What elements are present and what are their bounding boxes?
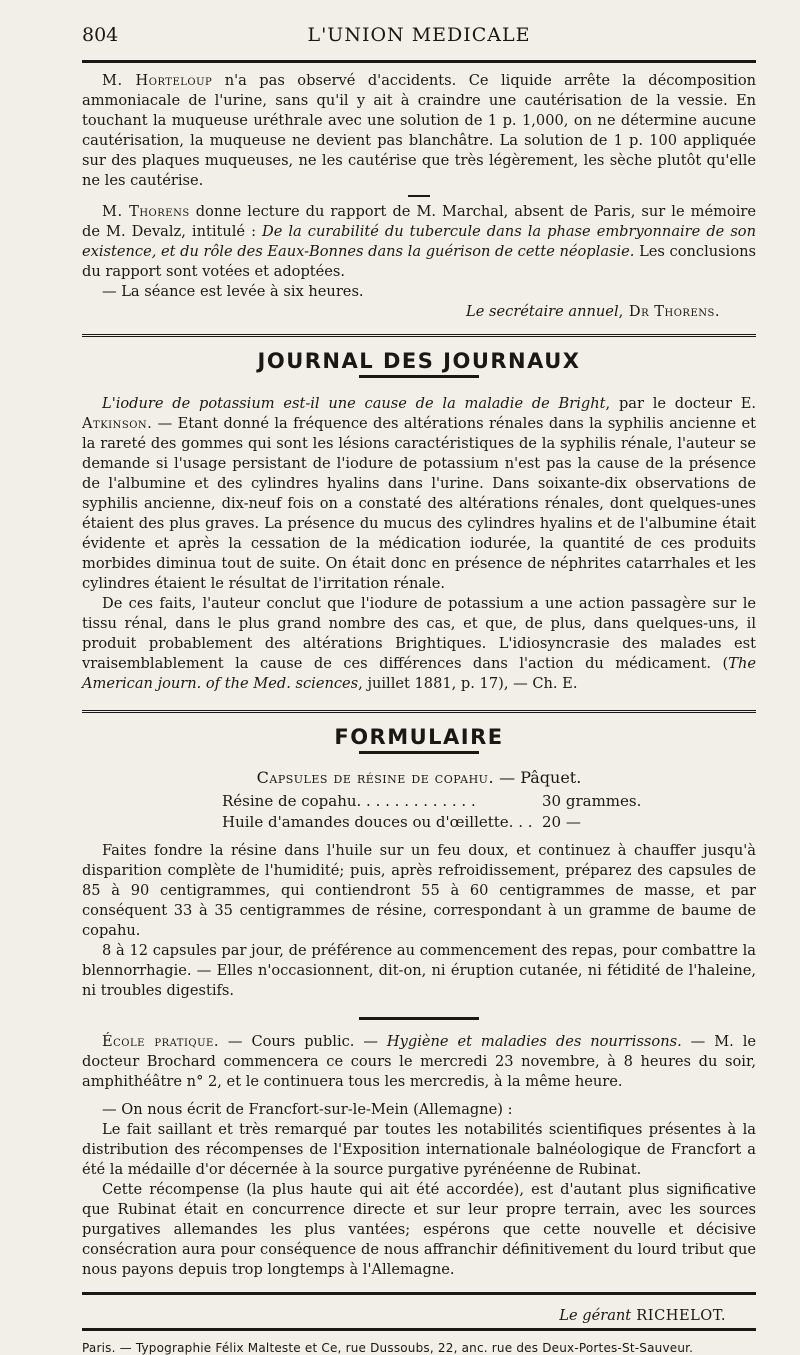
paragraph-text: — Cours public. — (219, 1033, 387, 1050)
section-divider (82, 710, 756, 713)
signature-name: , Dr Thorens. (618, 303, 720, 320)
news-label: École pratique. (102, 1033, 219, 1050)
page-number: 804 (82, 24, 119, 46)
formula-name: Capsules de résine de copahu. (256, 768, 495, 787)
closing-line: — La séance est levée à six heures. (102, 283, 364, 300)
ingredient-row (222, 812, 662, 833)
title-underline (359, 751, 479, 754)
thorens-paragraph (82, 202, 756, 282)
course-title: Hygiène et maladies des nourrissons. (386, 1033, 682, 1050)
printer-imprint: Paris. — Typographie Félix Malteste et Ce, rue Dussoubs, 22, anc. rue des Deux-Portes-St-Sauveur. (82, 1341, 694, 1355)
memoir-title: De la curabilité du tubercule dans la phase embryonnaire de son existence, et du rôle des Eaux-Bonnes dans la guérison de cette néoplasie. (82, 223, 756, 260)
paragraph-text: , juillet 1881, p. 17), — Ch. E. (358, 675, 578, 692)
ingredient-amount: 20 — (542, 813, 581, 831)
paragraph-text: donne lecture du rapport de M. Marchal, absent de Paris, sur le mémoire de M. Devalz, intitulé : (82, 203, 756, 240)
article-source: The American journ. of the Med. sciences (82, 655, 756, 692)
ingredient-amount: 30 grammes. (542, 792, 642, 810)
secretary-signature (82, 302, 756, 322)
frankfurt-paragraph-1: Le fait saillant et très remarqué par toutes les notabilités scientifiques présentes à la distribution des récompenses de l'Exposition internationale balnéologique de Francfort a été la médaille d'or décernée à la source purgative pyrénéenne de Rubinat. (82, 1121, 756, 1178)
signature-role: Le secrétaire annuel (466, 303, 619, 320)
formula-author: — Pâquet. (494, 768, 582, 787)
speaker-name: M. Thorens (102, 203, 190, 220)
gerant-label: Le gérant (559, 1307, 632, 1324)
running-head (82, 0, 756, 60)
gerant-signature (82, 1307, 756, 1324)
news-section (82, 1032, 756, 1280)
ingredient-list (222, 791, 662, 833)
dosage-paragraph: 8 à 12 capsules par jour, de préférence au commencement des repas, pour combattre la blennorrhagie. — Elles n'occasionnent, dit-on, ni éruption cutanée, ni fétidité de l'haleine, ni troubles digestifs. (82, 942, 756, 999)
article-paragraph (82, 394, 756, 594)
journal-title: L'UNION MEDICALE (307, 24, 531, 46)
frankfurt-intro: — On nous écrit de Francfort-sur-le-Mein (Allemagne) : (102, 1101, 513, 1118)
speaker-name: M. Horteloup (102, 72, 213, 89)
gerant-name: RICHELOT. (631, 1307, 726, 1324)
paragraph-text: De ces faits, l'auteur conclut que l'iodure de potassium a une action passagère sur le tissu rénal, dans le plus grand nombre des cas, et que, de plus, dans quelques-uns, il produit probablement des altérations Brightiques. L'idiosyncrasie des malades est vraisemblablement la cause de ces différences dans l'action du médicament. ( (82, 595, 756, 672)
section-divider (82, 334, 756, 337)
footer-rule (82, 1292, 756, 1295)
paragraph-text: , par le docteur E. (605, 395, 756, 412)
paragraph-text: n'a pas observé d'accidents. Ce liquide arrête la décomposition ammoniacale de l'urine, sans qu'il y ait à craindre une cautérisation de la vessie. En touchant la muqueuse uréthrale avec une solution de 1 p. 1,000, on ne détermine aucune cautérisation, la muqueuse ne devient pas blanchâtre. La solution de 1 p. 100 appliquée sur des plaques muqueuses, ne les cautérise que très légèrement, les sèche plutôt qu'elle ne les cautérise. (82, 72, 756, 189)
paragraph-text: — Etant donné la fréquence des altérations rénales dans la syphilis ancienne et la rareté des gommes qui sont les lésions caractéristiques de la syphilis rénale, l'auteur se demande si l'usage persistant de l'iodure de potassium n'est pas la cause de la présence de l'albumine et des cylindres hyalins dans l'urine. Dans soixante-dix observations de syphilis ancienne, dix-neuf fois on a constaté des altérations rénales, dont quelques-unes étaient des plus graves. La présence du mucus des cylindres hyalins et de l'albumine était évidente et après la cessation de la médication iodurée, la quantité de ces produits morbides diminua tout de suite. On était donc en présence de néphrites catarrhales et les cylindres étaient le résultat de l'irritation rénale. (82, 415, 756, 592)
section-title-journal: JOURNAL DES JOURNAUX (257, 349, 581, 373)
footer-rule-bottom (82, 1328, 756, 1331)
news-divider (359, 1017, 479, 1020)
session-report (82, 63, 756, 322)
section-title-formulaire: FORMULAIRE (334, 725, 504, 749)
ingredient-name: Huile d'amandes douces ou d'œillette. . . (222, 813, 533, 831)
ingredient-row (222, 791, 662, 812)
ecole-paragraph (82, 1032, 756, 1092)
article-author: Atkinson. (82, 415, 153, 432)
frankfurt-paragraph-2: Cette récompense (la plus haute qui ait été accordée), est d'autant plus significative que Rubinat était en concurrence directe et sur leur propre terrain, avec les sources purgatives allemandes les plus vantées; espérons que cette nouvelle et décisive consécration aura pour conséquence de nous affranchir définitivement du lourd tribut que nous payons depuis trop longtemps à l'Allemagne. (82, 1181, 756, 1278)
title-underline (359, 375, 479, 378)
preparation-paragraph: Faites fondre la résine dans l'huile sur un feu doux, et continuez à chauffer jusqu'à disparition complète de l'humidité; puis, après refroidissement, préparez des capsules de 85 à 90 centigrammes, qui contiendront 55 à 60 centigrammes de masse, et par conséquent 33 à 35 centigrammes de résine, correspondant à un gramme de baume de copahu. (82, 842, 756, 939)
article-conclusion (82, 594, 756, 694)
journal-article (82, 394, 756, 694)
article-title: L'iodure de potassium est-il une cause de la maladie de Bright (102, 395, 606, 412)
horteloup-paragraph (82, 71, 756, 191)
paragraph-text: — M. le docteur Brochard commencera ce cours le mercredi 23 novembre, à 8 heures du soir, amphithéâtre n° 2, et le continuera tous les mercredis, à la même heure. (82, 1033, 757, 1090)
formula-heading (82, 768, 756, 787)
ingredient-name: Résine de copahu. . . . . . . . . . . . . (222, 792, 476, 810)
paragraph-text: Les conclusions du rapport sont votées et adoptées. (82, 243, 756, 280)
separator-dash (408, 195, 430, 197)
